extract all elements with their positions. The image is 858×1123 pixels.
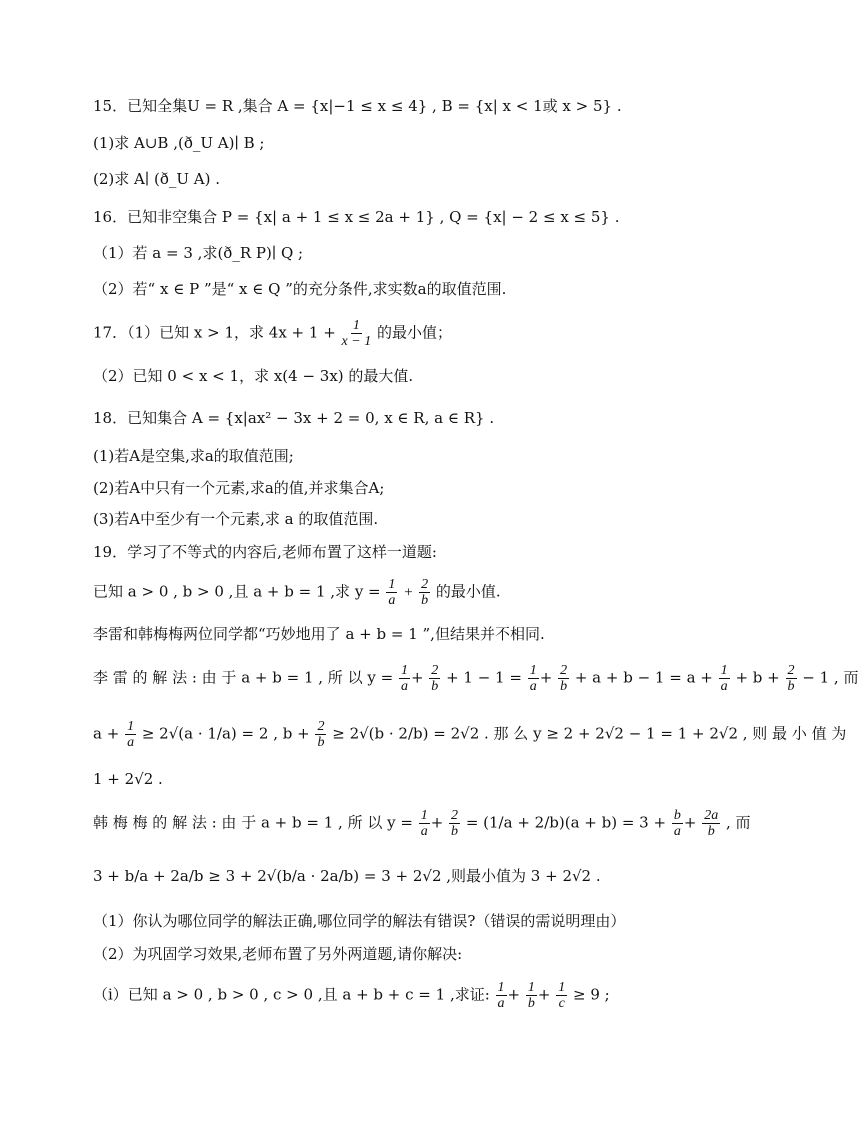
q18-stem: 18．已知集合 A = {x|ax² − 3x + 2 = 0, x ∈ R, a ∈ R} .: [93, 409, 495, 427]
q17-part1-prefix: 17．（1）已知 x > 1，求 4x + 1 +: [93, 323, 336, 342]
q19-li-line3: 1 + 2√2 .: [93, 770, 163, 788]
q19-sub2: （2）为巩固学习效果,老师布置了另外两道题,请你解决:: [93, 945, 463, 963]
q16-part1: （1）若 a = 3 ,求(ð_R P)∣ Q ;: [93, 244, 304, 262]
q19-intro: 李雷和韩梅梅两位同学都“巧妙地用了 a + b = 1 ”,但结果并不相同.: [93, 625, 545, 643]
q19-sub1: （1）你认为哪位同学的解法正确,哪位同学的解法有错误?（错误的需说明理由）: [93, 912, 626, 930]
q19-given: 已知 a > 0 , b > 0 ,且 a + b = 1 ,求 y = $\frac{1}{a}$ + $\frac{2}{b}$ 的最小值.: [93, 577, 501, 608]
q18-part3: (3)若A中至少有一个元素,求 a 的取值范围.: [93, 510, 379, 528]
q17-fraction: $\frac{1}{x - 1}$: [341, 318, 372, 349]
q15-part1: (1)求 A∪B ,(ð_U A)∣ B ;: [93, 134, 265, 152]
q19-han-line2: 3 + b/a + 2a/b ≥ 3 + 2√(b/a · 2a/b) = 3 + 2√2 ,则最小值为 3 + 2√2 .: [93, 867, 601, 885]
q15-stem: 15．已知全集U = R ,集合 A = {x|−1 ≤ x ≤ 4} , B = {x| x < 1或 x > 5} .: [93, 97, 622, 115]
q17-part1: [93, 318, 452, 349]
q19-li-line1: 李 雷 的 解 法 : 由 于 a + b = 1 , 所 以 y = $\frac{1}{a}$ + $\frac{2}{b}$ + 1 − 1 = $\frac{1}{a}$ + $\frac{2}{b}$ + a + b − 1 = a + $\frac{1}{a}$ + b + $\frac{2}{b}$ − 1 , 而: [93, 663, 858, 694]
q16-part2: （2）若“ x ∈ P ”是“ x ∈ Q ”的充分条件,求实数a的取值范围.: [93, 280, 507, 298]
q19-sub3: （i）已知 a > 0 , b > 0 , c > 0 ,且 a + b + c = 1 ,求证: $\frac{1}{a}$ + $\frac{1}{b}$ + $\frac{1}{c}$ ≥ 9 ;: [93, 980, 610, 1011]
q17-part1-suffix: 的最小值；: [377, 323, 453, 342]
q19-han-line1: 韩 梅 梅 的 解 法 : 由 于 a + b = 1 , 所 以 y = $\frac{1}{a}$ + $\frac{2}{b}$ = (1/a + 2/b)(a + b) = 3 + $\frac{b}{a}$ + $\frac{2a}{b}$ , 而: [93, 808, 751, 839]
q17-part2: （2）已知 0 < x < 1，求 x(4 − 3x) 的最大值.: [93, 367, 414, 385]
q19-li-line2: a + $\frac{1}{a}$ ≥ 2√(a · 1/a) = 2 , b + $\frac{2}{b}$ ≥ 2√(b · 2/b) = 2√2 . 那 么 y ≥ 2 + 2√2 − 1 = 1 + 2√2 , 则 最 小 值 为: [93, 719, 847, 750]
q15-part2: (2)求 A∣ (ð_U A) .: [93, 170, 220, 188]
q18-part1: (1)若A是空集,求a的取值范围;: [93, 447, 294, 465]
q16-stem: 16．已知非空集合 P = {x| a + 1 ≤ x ≤ 2a + 1} , Q = {x| − 2 ≤ x ≤ 5} .: [93, 208, 620, 226]
q19-stem: 19．学习了不等式的内容后,老师布置了这样一道题:: [93, 543, 437, 561]
q18-part2: (2)若A中只有一个元素,求a的值,并求集合A;: [93, 479, 385, 497]
